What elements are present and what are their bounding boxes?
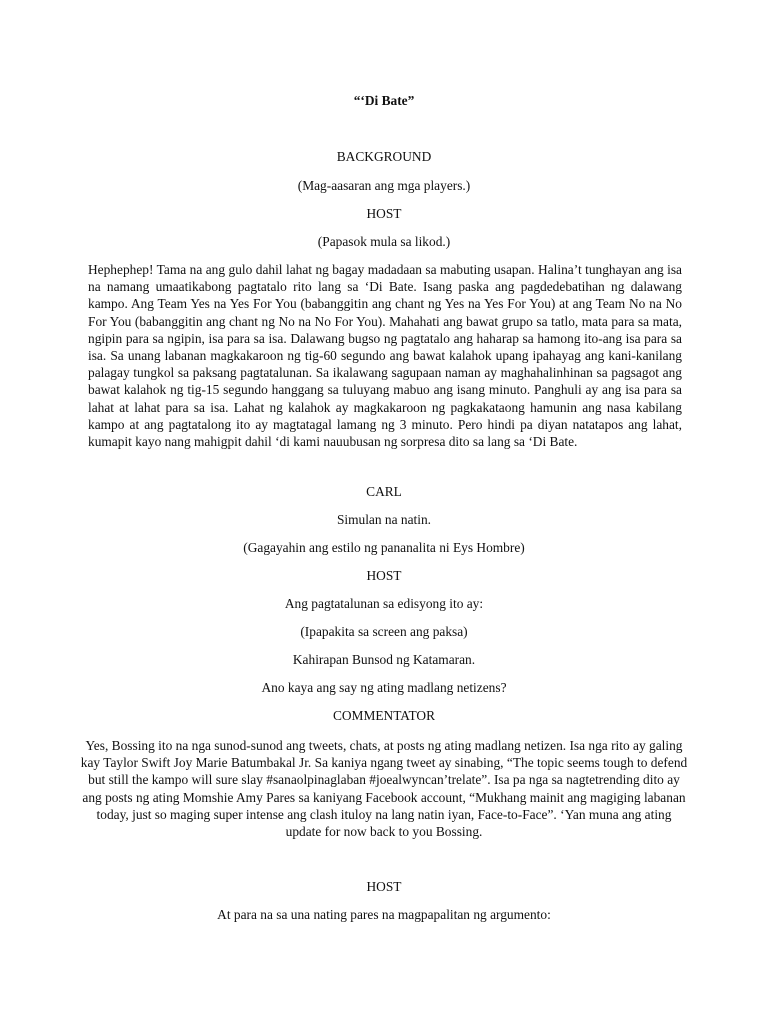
speaker-heading-commentator: COMMENTATOR <box>332 708 436 723</box>
stage-direction: (Mag-aasaran ang mga players.) <box>297 178 471 193</box>
dialogue-line: Simulan na natin. <box>336 512 432 527</box>
speaker-heading-carl: CARL <box>366 484 402 499</box>
speaker-heading-host: HOST <box>366 206 402 221</box>
dialogue-line: Kahirapan Bunsod ng Katamaran. <box>292 652 476 667</box>
dialogue-line: Ano kaya ang say ng ating madlang netizens? <box>261 680 507 695</box>
document-title: “‘Di Bate” <box>353 93 415 108</box>
speaker-heading-host: HOST <box>366 568 402 583</box>
commentator-speech-paragraph: Yes, Bossing ito na nga sunod-sunod ang tweets, chats, at posts ng ating madlang netizen. Isa nga rito ay galing kay Taylor Swift Joy Marie Batumbakal Jr. Sa kaniya ngang tweet ay sinabing, “The topic seems tough to defend but still the kampo will sure slay #sanaolpinaglaban #joealwyncan’trelate”. Isa pa nga sa nagtetrending dito ay ang posts ng ating Momshie Amy Pares sa kaniyang Facebook account, “Mukhang mainit ang magiging labanan today, just so maging super intense ang clash ituloy na lang natin iyan, Face-to-Face”. ‘Yan muna ang ating update for now back to you Bossing. <box>80 738 688 840</box>
stage-direction: (Papasok mula sa likod.) <box>317 234 451 249</box>
dialogue-line: Ang pagtatalunan sa edisyong ito ay: <box>284 596 484 611</box>
stage-direction: (Gagayahin ang estilo ng pananalita ni Eys Hombre) <box>243 540 525 555</box>
host-speech-paragraph: Hephephep! Tama na ang gulo dahil lahat ng bagay madadaan sa mabuting usapan. Halina’t tunghayan ang isa na namang umaatikabong pagtatalo rito lang sa ‘Di Bate. Isang paska ang pagdedebatihan ng dalawang kampo. Ang Team Yes na Yes For You (babanggitin ang chant ng Yes na Yes For You) at ang Team No na No For You (babanggitin ang chant ng No na No For You). Mahahati ang bawat grupo sa tatlo, mata para sa mata, ngipin para sa ngipin, isa para sa isa. Dalawang bugso ng pagtatalo ang haharap sa hamong ito-ang isa para sa isa. Sa unang labanan magkakaroon ng tig-60 segundo ang bawat kalahok upang ipahayag ang kani-kanilang palagay tungkol sa paksang pagtatalunan. Sa ikalawang sagupaan naman ay maghahalinhinan sa pagsagot ang bawat kalahok ng tig-15 segundo hanggang sa tuluyang mabuo ang isang minuto. Panghuli ay ang isa para sa lahat at lahat para sa isa. Lahat ng kalahok ay magkakaroon ng pagkakataong hamunin ang nasa kabilang kampo at ang pagtatalong ito ay magtatagal lamang ng 3 minuto. Pero hindi pa diyan natatapos ang lahat, kumapit kayo nang mahigpit dahil ‘di kami nauubusan ng sorpresa dito sa lang sa ‘Di Bate. <box>88 262 682 450</box>
dialogue-line: At para na sa una nating pares na magpapalitan ng argumento: <box>217 907 551 922</box>
speaker-heading-host: HOST <box>366 879 402 894</box>
stage-direction: (Ipapakita sa screen ang paksa) <box>300 624 468 639</box>
speaker-heading-background: BACKGROUND <box>336 149 432 164</box>
